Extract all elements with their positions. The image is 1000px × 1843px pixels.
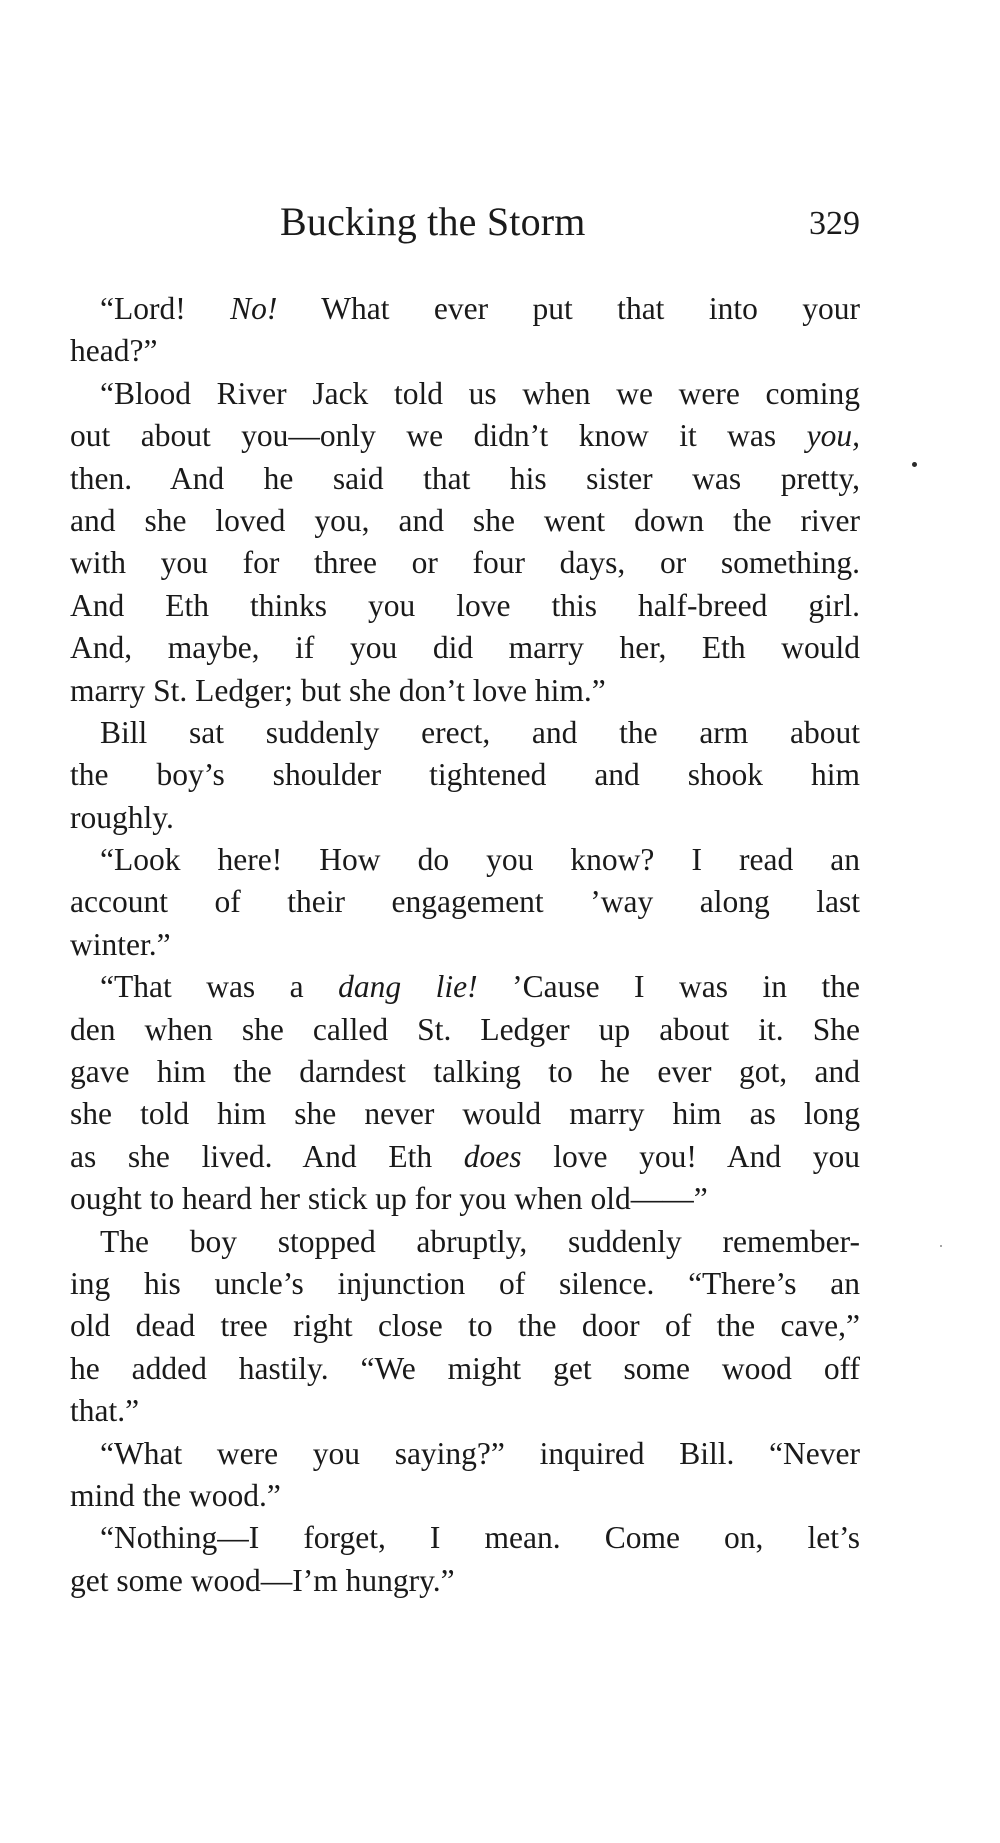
text-line: account of their engagement ’way along last [70,884,860,920]
text-line: And, maybe, if you did marry her, Eth would [70,630,860,666]
body-text [70,288,860,1602]
text-line: Bill sat suddenly erect, and the arm about [100,714,860,750]
text-line: The boy stopped abruptly, suddenly remember- [100,1223,860,1259]
text-line: old dead tree right close to the door of the cave,” [70,1308,860,1344]
text-line: “Blood River Jack told us when we were coming [100,375,860,411]
print-speck [912,462,917,467]
text-line: “That was a dang lie! ’Cause I was in the [100,969,860,1005]
text-line: winter.” [70,926,171,962]
text-line: ing his uncle’s injunction of silence. “There’s an [70,1265,860,1301]
text-line: and she loved you, and she went down the river [70,502,860,538]
text-line: “What were you saying?” inquired Bill. “Never [100,1435,860,1471]
text-line: she told him she never would marry him as long [70,1096,860,1132]
text-line: out about you—only we didn’t know it was you, [70,418,860,454]
text-line: marry St. Ledger; but she don’t love him.” [70,672,606,708]
text-line: that.” [70,1393,140,1429]
text-line: “Lord! No! What ever put that into your [100,291,861,326]
text-line: den when she called St. Ledger up about it. She [70,1011,860,1047]
text-line: roughly. [70,799,174,835]
text-line: he added hastily. “We might get some wood off [70,1350,860,1386]
running-head [70,198,860,246]
text-line: as she lived. And Eth does love you! And you [70,1138,861,1174]
text-line: “Look here! How do you know? I read an [100,842,860,878]
text-line: “Nothing—I forget, I mean. Come on, let’s [100,1520,860,1556]
page-number: 329 [809,205,860,242]
text-line: then. And he said that his sister was pretty, [70,460,860,496]
text-line: the boy’s shoulder tightened and shook him [70,757,860,793]
text-line: with you for three or four days, or something. [70,545,860,581]
text-line: ought to heard her stick up for you when old——” [70,1181,708,1217]
text-line: mind the wood.” [70,1477,281,1513]
text-line: gave him the darndest talking to he ever got, and [70,1054,860,1090]
text-line: get some wood—I’m hungry.” [70,1562,455,1598]
text-line: And Eth thinks you love this half-breed girl. [70,587,860,623]
print-speck [940,1245,942,1247]
text-line: head?” [70,333,158,369]
running-title: Bucking the Storm [280,199,586,244]
